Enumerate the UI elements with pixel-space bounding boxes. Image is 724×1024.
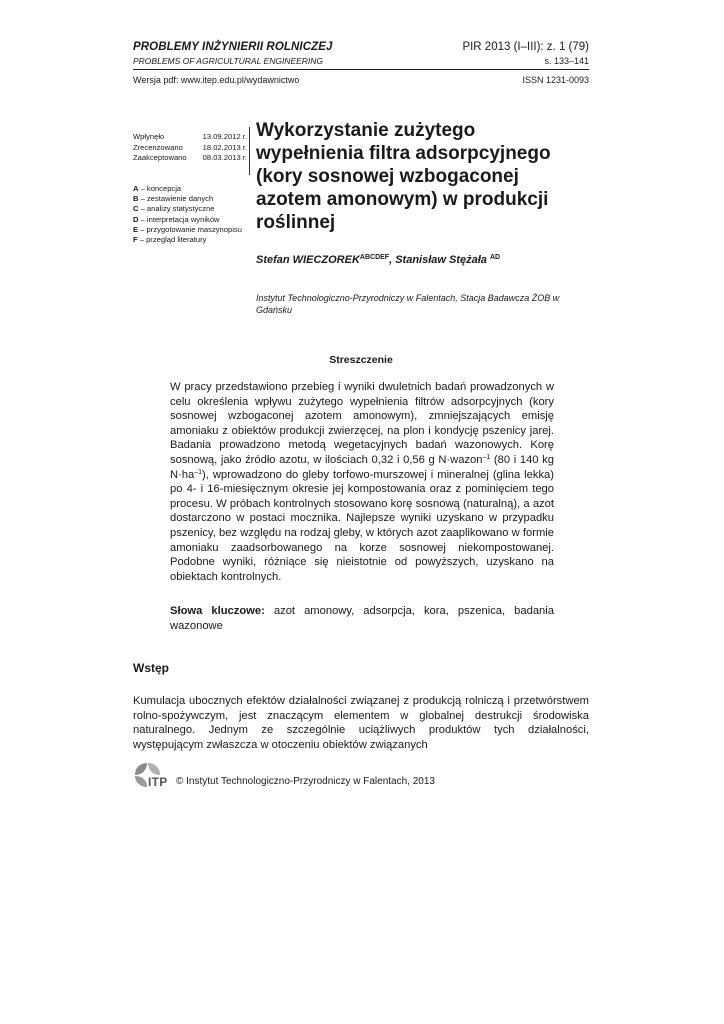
date-label: Zrecenzowano [133,142,183,152]
header-divider [133,69,589,70]
contribution-item: E – przygotowanie maszynopisu [133,224,242,234]
date-row [133,143,247,154]
date-value: 08.03.2013 r. [202,153,247,162]
date-row [133,153,247,164]
submission-dates [133,132,247,164]
section-heading: Wstęp [133,661,169,675]
abstract-heading: Streszczenie [329,354,393,366]
date-label: Wpłynęło [133,132,165,141]
intro-text: Kumulacja ubocznych efektów działalności związanej z produkcją rolniczą i przetwórstwem rolno-spożywczym, jest znaczącym elementem w globalnej destrukcji środowiska naturalnego. Jednym ze szczególnie uciążliwych produktów tych działalności, występującym zwłaszcza w otoczeniu obiektów związanych [133,695,589,751]
contribution-item: F – przegląd literatury [133,235,207,245]
logo-text: ITP [148,775,168,789]
pdf-version-link[interactable]: Wersja pdf: www.itep.edu.pl/wydawnictwo [133,75,300,85]
contribution-legend [133,184,253,245]
copyright: © Instytut Technologiczno-Przyrodniczy w Falentach, 2013 [176,776,435,787]
date-value: 13.09.2012 r. [202,132,247,141]
keywords-list: azot amonowy, adsorpcja, kora, pszenica, badania wazonowe [170,605,554,632]
keywords-label: Słowa kluczowe: [170,605,265,617]
contribution-item: D – interpretacja wyników [133,214,220,224]
page-range: s. 133–141 [544,56,589,66]
journal-title: PROBLEMY INŻYNIERII ROLNICZEJ [133,41,333,53]
vertical-divider [249,127,250,175]
author-roles: AD [489,254,501,261]
date-label: Zaakceptowano [133,153,187,162]
abstract-text: W pracy przedstawiono przebieg i wyniki dwuletnich badań prowadzonych w celu określenia wpływu zużytego wypełnienia filtrów adsorpcyjnych (kory sosnowej wzbogaconej azotem amonowym), zmniejszających emisję amoniaku z obiektów produkcji zwierzęcej, na plon i kondycję pszenicy jarej. Badania prowadzono metodą wegetacyjnych badań wazonowych. Korę sosnową, jako źródło azotu, w ilościach 0,32 i 0,56 g N·wazon$^{-1}$ (80 i 140 kg $N\cdot ha^{-1}$), wprowadzono do gleby torfowo-murszowej i mineralnej (glina lekka) po 4- i 16-miesięcznym okresie jej kompostowania oraz z pominięciem tego procesu. W próbach kontrolnych stosowano korę sosnową (naturalną), a azot dostarczono w postaci mocznika. Najlepsze wyniki uzyskano w przypadku pszenicy, bez względu na rodzaj gleby, w których azot zaaplikowano w formie amoniaku zaadsorbowanego na korze sosnowej niekompostowanej. Podobne wyniki, różniące się nieistotnie od powyższych, uzyskano na obiektach kontrolnych. [170,381,554,583]
issue-info: PIR 2013 (I–III): z. 1 (79) [462,41,589,53]
article-title: Wykorzystanie zużytego wypełnienia filtra adsorpcyjnego (kory sosnowej wzbogaconej azotem amonowym) w produkcji roślinnej [256,120,551,233]
date-value: 18.02.2013 r. [202,142,247,152]
author-name: Stefan WIECZOREK [256,254,360,266]
affiliation: Instytut Technologiczno-Przyrodniczy w Falentach, Stacja Badawcza ŻOB w Gdańsku [256,293,560,315]
contribution-item: C – analizy statystyczne [133,204,215,214]
issn: ISSN 1231-0093 [522,75,589,85]
author-separator: , [389,254,396,266]
contribution-item: A – koncepcja [133,184,182,193]
date-row [133,132,247,143]
contribution-item: B – zestawienie danych [133,194,214,204]
authors [256,254,500,266]
author-roles: ABCDEF [359,254,390,261]
author-name: Stanisław Stężała [395,254,487,266]
journal-subtitle: PROBLEMS OF AGRICULTURAL ENGINEERING [133,56,324,66]
keywords [170,604,554,633]
